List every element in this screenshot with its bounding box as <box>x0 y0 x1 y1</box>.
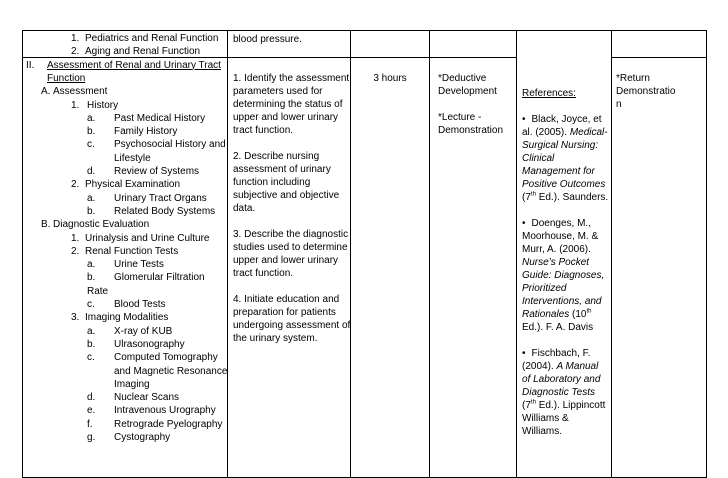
outline-item: Computed Tomography <box>114 352 218 364</box>
outline-number: b. <box>87 272 96 284</box>
outline-item: Function <box>47 72 86 84</box>
list-line: Demonstratio <box>616 86 676 97</box>
references-column <box>517 31 612 478</box>
outline-number: c. <box>87 299 95 310</box>
outline-item: Physical Examination <box>85 179 181 191</box>
outline-item: X-ray of KUB <box>114 325 173 337</box>
list-line: 2. Describe nursing <box>233 151 320 162</box>
outline-number: 1. <box>71 232 80 244</box>
outline-item: Related Body Systems <box>114 205 216 217</box>
objectives-top-text: blood pressure. <box>233 34 302 45</box>
list-line: Development <box>438 86 497 97</box>
outline-item: Assessment of Renal and Urinary Tract <box>47 59 221 71</box>
strategies-cell <box>430 31 516 477</box>
outline-item: Psychosocial History and <box>114 139 226 151</box>
outline-number: a. <box>87 192 96 204</box>
list-line: tract function. <box>233 268 294 279</box>
bullet-icon: • <box>522 348 526 359</box>
outline-number: A. <box>41 86 51 98</box>
outline-item: Review of Systems <box>114 166 200 177</box>
references-cell: References: • Black, Joyce, et al. (2005). Medical- Surgical Nursing: Clinical Management for Positive Outcomes (7th Ed.). Saunders. • Doenges, M., Moorhouse, M. & Murr, A. (2006). Nurse’s Pocket Guide: Diagnoses, Prioritized Interventions, and Rationales (10th Ed.). F. A. Davis • Fischbach, F. (2004). A Manual of Laboratory and Diagnostic Tests (7th Ed.). Lippincott Williams & Williams. <box>522 88 609 437</box>
row-divider <box>23 57 227 58</box>
list-line: preparation for patients <box>233 307 336 318</box>
objectives-cell <box>228 31 350 477</box>
outline-item: Lifestyle <box>114 152 151 164</box>
outline-item: Retrograde Pyelography <box>114 418 223 430</box>
syllabus-table <box>22 30 707 478</box>
objectives-column <box>228 31 351 478</box>
references-heading: References: <box>522 88 576 99</box>
outline-number: 2. <box>71 46 80 58</box>
list-line: n <box>616 99 622 110</box>
outline-item: Blood Tests <box>114 299 166 310</box>
outline-number: II. <box>26 59 35 71</box>
outline-item: Urinary Tract Organs <box>114 192 207 204</box>
outline-item: History <box>87 99 119 111</box>
list-line: function including <box>233 177 311 188</box>
list-line: the urinary system. <box>233 333 318 344</box>
bullet-icon: • <box>522 114 526 125</box>
outline-number: 2. <box>71 245 80 257</box>
list-line: studies used to determine <box>233 242 348 253</box>
list-line: upper and lower urinary <box>233 255 339 266</box>
outline-number: a. <box>87 259 96 271</box>
list-line: subjective and objective <box>233 190 340 201</box>
outline-item: Diagnostic Evaluation <box>53 219 150 231</box>
list-line: undergoing assessment of <box>233 320 350 331</box>
evaluation-cell <box>612 31 706 477</box>
outline-item: Ulrasonography <box>114 338 185 350</box>
outline-item: Imaging Modalities <box>85 312 169 324</box>
outline-item: Nuclear Scans <box>114 392 180 404</box>
list-line: Demonstration <box>438 125 504 136</box>
list-line: 4. Initiate education and <box>233 294 340 305</box>
list-line: 3. Describe the diagnostic <box>233 229 349 240</box>
content-outline <box>23 31 227 477</box>
outline-item: Glomerular Filtration <box>114 272 205 284</box>
list-line: upper and lower urinary <box>233 112 339 123</box>
outline-number: 1. <box>71 33 80 44</box>
row-divider <box>228 57 350 58</box>
outline-item: Assessment <box>53 86 108 98</box>
outline-item: Aging and Renal Function <box>85 46 201 58</box>
list-line: data. <box>233 203 256 214</box>
outline-item: Rate <box>87 285 109 297</box>
time-cell <box>351 31 429 477</box>
outline-item: Urine Tests <box>114 259 164 271</box>
outline-number: e. <box>87 405 96 417</box>
outline-number: c. <box>87 139 95 151</box>
outline-number: 1. <box>71 99 80 111</box>
outline-item: Imaging <box>114 378 150 390</box>
list-line: assessment of urinary <box>233 164 331 175</box>
list-line: tract function. <box>233 125 294 136</box>
list-line: parameters used for <box>233 86 323 97</box>
outline-number: d. <box>87 166 96 177</box>
outline-number: b. <box>87 126 96 138</box>
time-column <box>351 31 430 478</box>
list-line: *Lecture - <box>438 112 482 123</box>
row-divider <box>351 57 429 58</box>
row-divider <box>612 57 706 58</box>
outline-number: 2. <box>71 179 80 191</box>
outline-item: Intravenous Urography <box>114 405 216 417</box>
bullet-icon: • <box>522 218 526 229</box>
content-column <box>23 31 228 478</box>
outline-number: 3. <box>71 312 80 324</box>
outline-number: a. <box>87 325 96 337</box>
strategies-column <box>430 31 517 478</box>
list-line: *Deductive <box>438 73 487 84</box>
outline-item: Pediatrics and Renal Function <box>85 33 219 44</box>
outline-number: b. <box>87 205 96 217</box>
outline-number: d. <box>87 392 96 404</box>
list-line: *Return <box>616 73 650 84</box>
outline-number: b. <box>87 338 96 350</box>
outline-item: Family History <box>114 126 178 138</box>
outline-number: f. <box>87 418 93 430</box>
outline-item: Past Medical History <box>114 112 206 124</box>
time-allotment: 3 hours <box>373 73 407 84</box>
outline-number: a. <box>87 112 96 124</box>
outline-number: B. <box>41 219 51 231</box>
outline-item: Renal Function Tests <box>85 245 179 257</box>
row-divider <box>430 57 516 58</box>
outline-item: Cystography <box>114 432 171 443</box>
list-line: determining the status of <box>233 99 343 110</box>
evaluation-column <box>612 31 707 478</box>
outline-number: c. <box>87 352 95 364</box>
outline-number: g. <box>87 432 96 443</box>
list-line: 1. Identify the assessment <box>233 73 350 84</box>
outline-item: and Magnetic Resonance <box>114 365 227 377</box>
table-row <box>23 31 707 478</box>
outline-item: Urinalysis and Urine Culture <box>85 232 210 244</box>
